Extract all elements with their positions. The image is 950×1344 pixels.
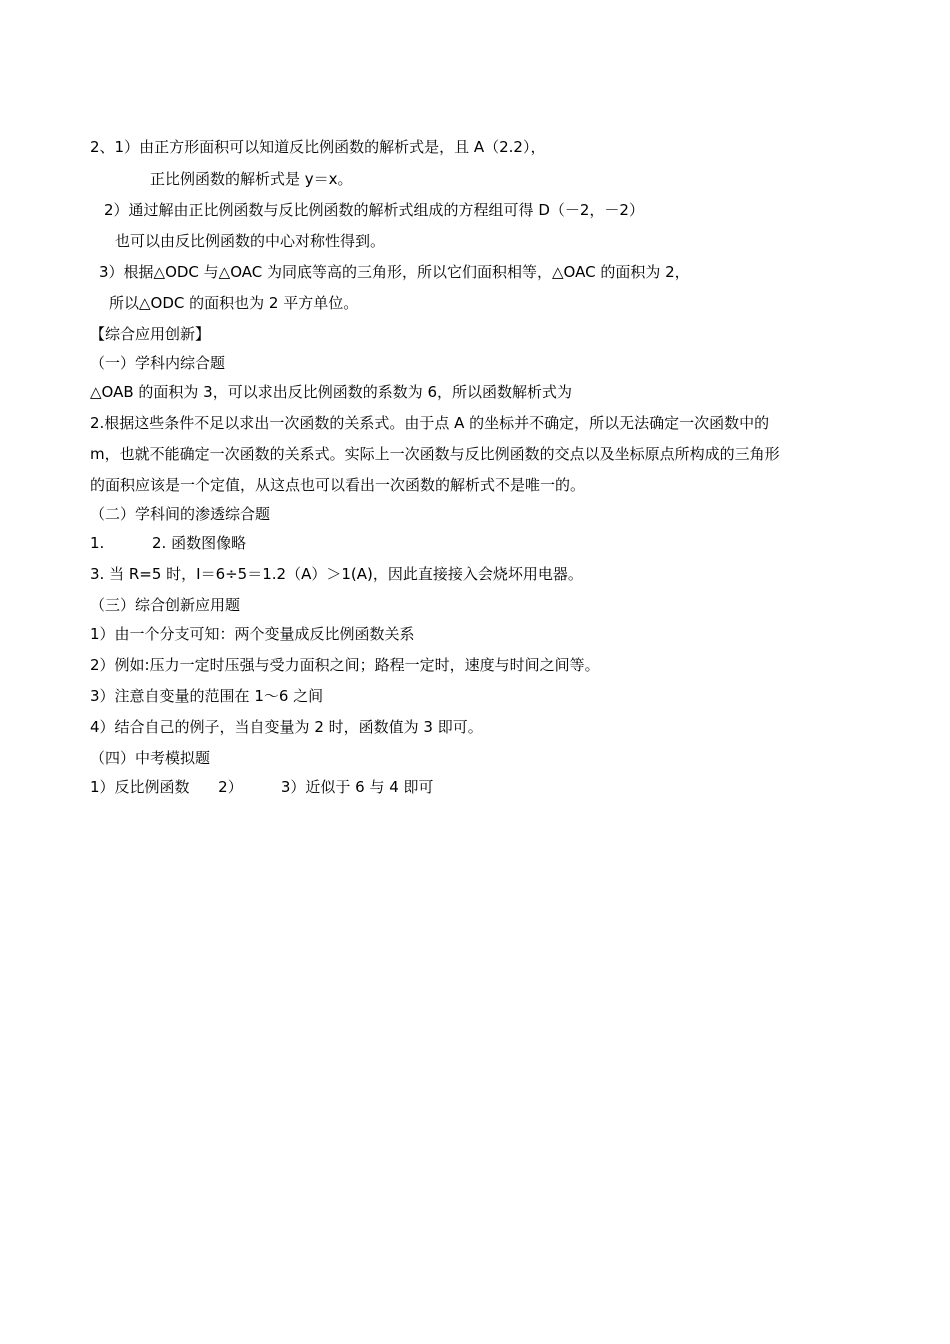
answer-2-part-2: 2）通过解由正比例函数与反比例函数的解析式组成的方程组可得 D（－2，－2）	[104, 201, 644, 219]
answer-2-part-1: 2、1）由正方形面积可以知道反比例函数的解析式是，且 A（2.2），	[90, 138, 546, 156]
subsection-2-answers-1-2: 1. 2. 函数图像略	[90, 534, 247, 552]
subsection-4-heading: （四）中考模拟题	[90, 749, 211, 767]
subsection-1-answer-2-line-2: m，也就不能确定一次函数的关系式。实际上一次函数与反比例函数的交点以及坐标原点所构成的三角形	[90, 445, 780, 463]
subsection-1-answer-2-line-3: 的面积应该是一个定值，从这点也可以看出一次函数的解析式不是唯一的。	[90, 476, 586, 494]
subsection-3-answer-4: 4）结合自己的例子，当自变量为 2 时，函数值为 3 即可。	[90, 718, 483, 736]
subsection-3-answer-3: 3）注意自变量的范围在 1～6 之间	[90, 687, 324, 705]
subsection-2-heading: （二）学科间的渗透综合题	[90, 505, 271, 523]
subsection-4-answers: 1）反比例函数 2） 3）近似于 6 与 4 即可	[90, 778, 434, 796]
subsection-1-answer-2-line-1: 2.根据这些条件不足以求出一次函数的关系式。由于点 A 的坐标并不确定，所以无法确定一次函数中的	[90, 414, 770, 432]
answer-2-part-2-continued: 也可以由反比例函数的中心对称性得到。	[115, 232, 386, 250]
subsection-3-heading: （三）综合创新应用题	[90, 596, 241, 614]
subsection-2-answer-3: 3. 当 R=5 时，I＝6÷5＝1.2（A）＞1(A)，因此直接接入会烧坏用电器。	[90, 565, 583, 583]
subsection-1-heading: （一）学科内综合题	[90, 354, 226, 372]
subsection-1-answer-1: △OAB 的面积为 3，可以求出反比例函数的系数为 6，所以函数解析式为	[90, 383, 573, 401]
subsection-3-answer-2: 2）例如:压力一定时压强与受力面积之间；路程一定时，速度与时间之间等。	[90, 656, 600, 674]
answer-2-part-3: 3）根据△ODC 与△OAC 为同底等高的三角形，所以它们面积相等，△OAC 的面积为 2，	[99, 263, 690, 281]
answer-2-part-1-continued: 正比例函数的解析式是 y＝x。	[150, 170, 353, 188]
subsection-3-answer-1: 1）由一个分支可知：两个变量成反比例函数关系	[90, 625, 415, 643]
section-heading: 【综合应用创新】	[90, 325, 211, 343]
answer-2-part-3-continued: 所以△ODC 的面积也为 2 平方单位。	[109, 294, 359, 312]
